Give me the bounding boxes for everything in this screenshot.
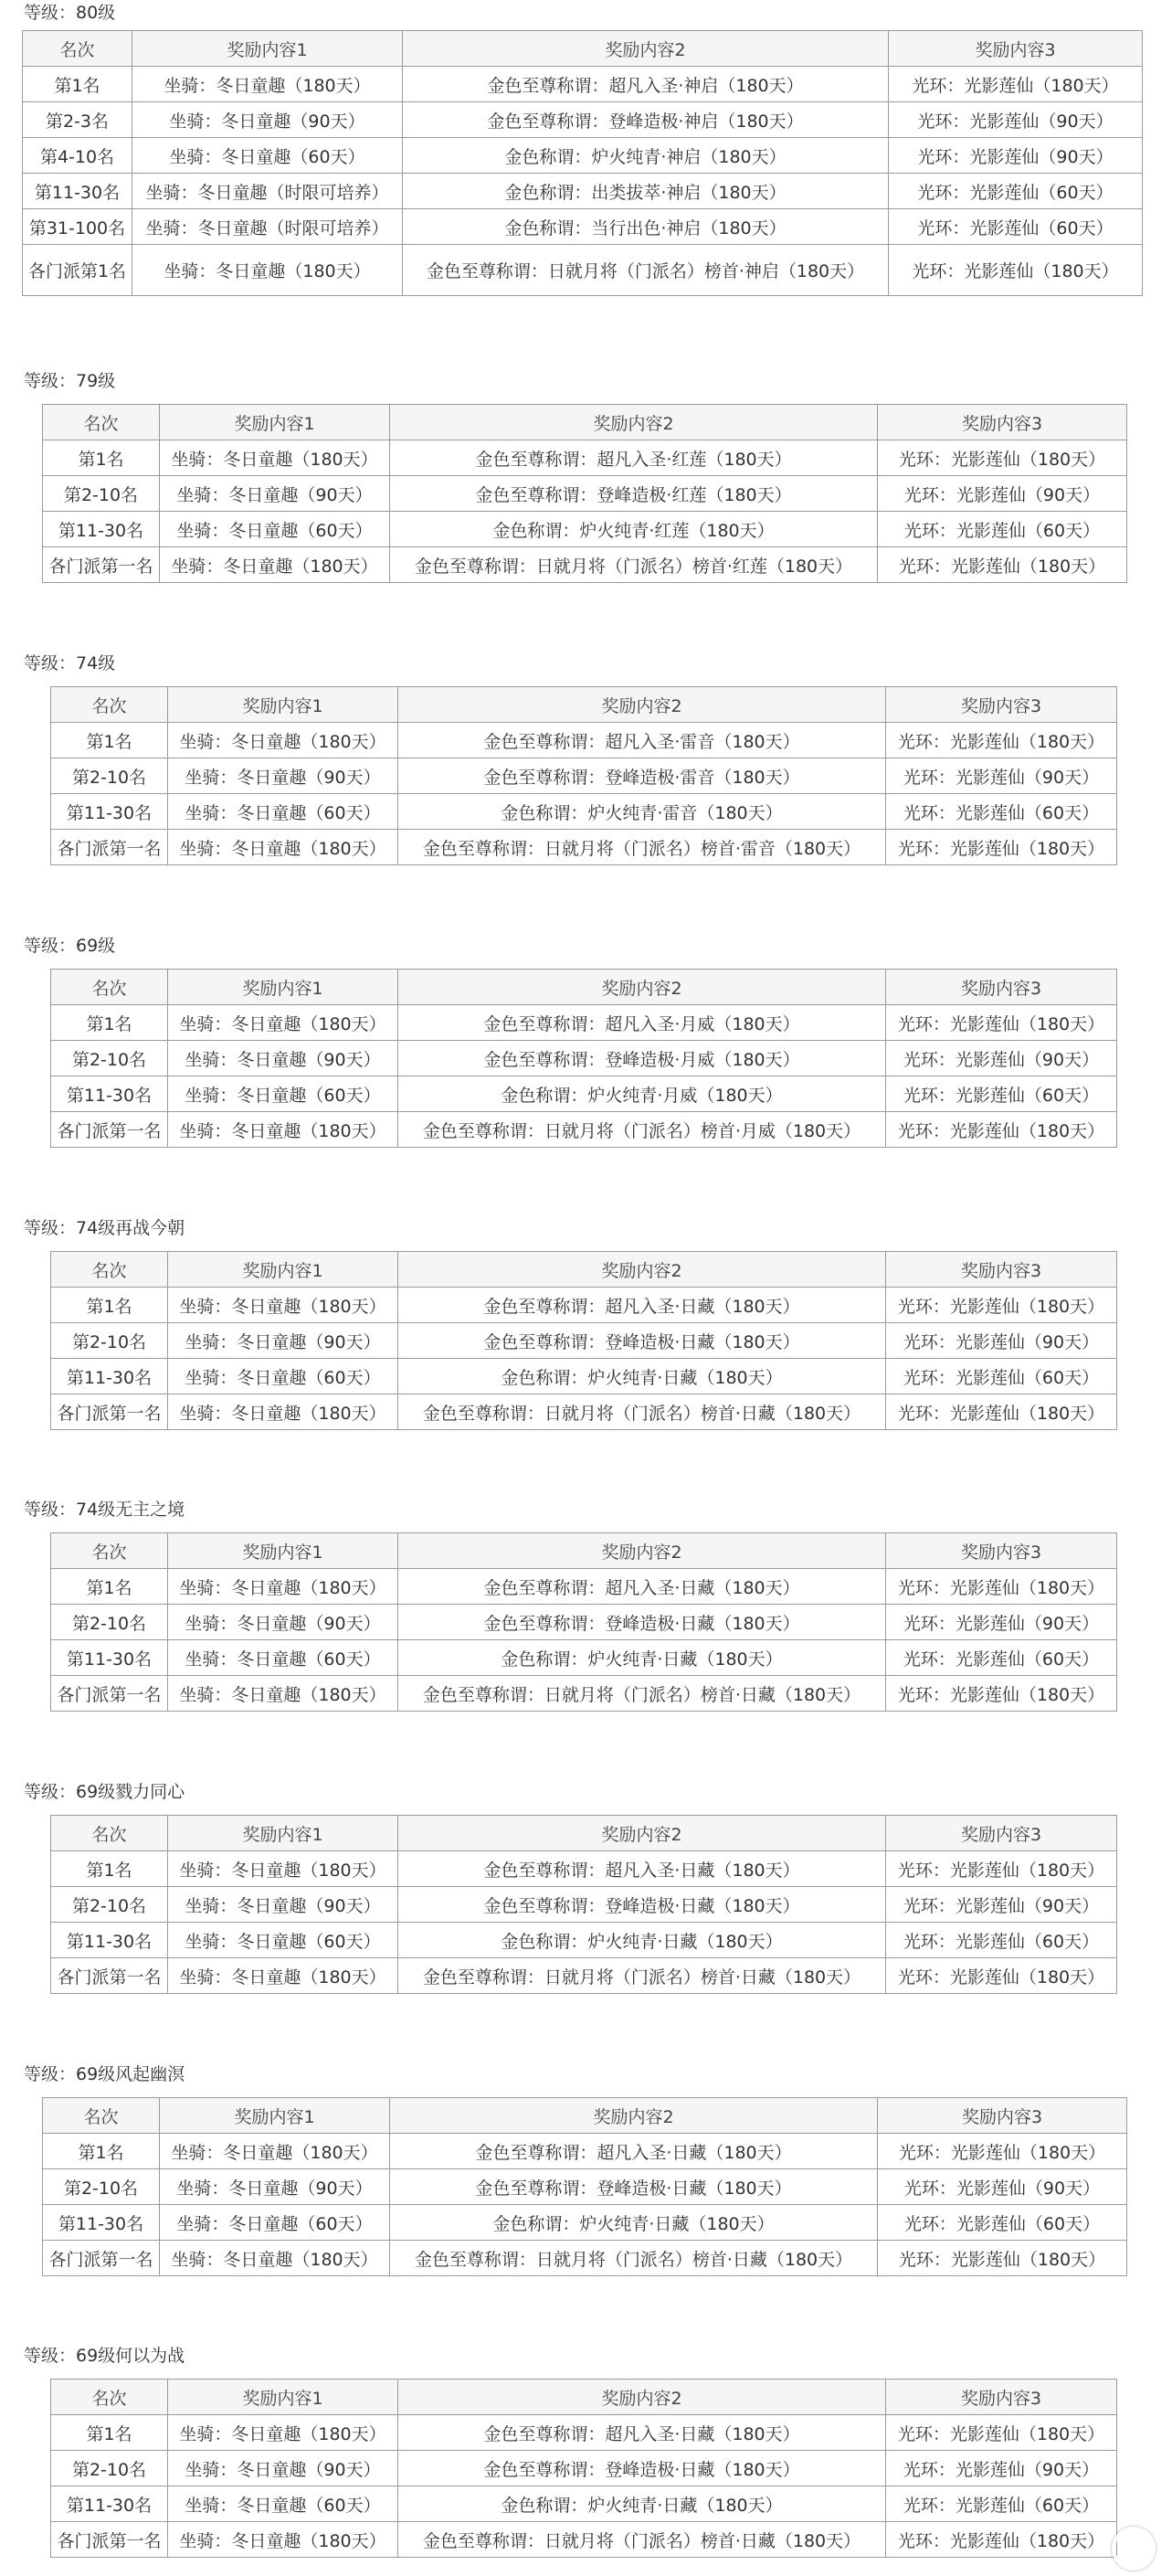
column-header-reward1: 奖励内容1 (168, 1252, 398, 1288)
table-row (23, 138, 1143, 174)
table-row (43, 547, 1127, 583)
table-row (51, 1923, 1117, 1958)
cell-reward1: 坐骑：冬日童趣（180天） (168, 1958, 398, 1994)
table-row (51, 794, 1117, 830)
cell-reward1: 坐骑：冬日童趣（时限可培养） (132, 209, 403, 245)
cell-rank: 第1名 (51, 2415, 168, 2451)
cell-reward1: 坐骑：冬日童趣（90天） (168, 1605, 398, 1640)
table-row (51, 723, 1117, 758)
cell-rank: 第11-30名 (51, 794, 168, 830)
column-header-reward2: 奖励内容2 (398, 687, 886, 723)
column-header-reward1: 奖励内容1 (160, 405, 390, 440)
cell-reward3: 光环：光影莲仙（180天） (878, 2241, 1127, 2276)
column-header-rank: 名次 (43, 405, 160, 440)
table-header-row (51, 687, 1117, 723)
cell-reward3: 光环：光影莲仙（60天） (886, 2486, 1117, 2522)
cell-reward1: 坐骑：冬日童趣（90天） (168, 1887, 398, 1923)
column-header-reward3: 奖励内容3 (886, 2380, 1117, 2415)
cell-rank: 第11-30名 (43, 512, 160, 547)
column-header-rank: 名次 (51, 687, 168, 723)
cell-reward2: 金色称谓：炉火纯青·日藏（180天） (398, 1640, 886, 1676)
cell-reward1: 坐骑：冬日童趣（90天） (168, 758, 398, 794)
cell-rank: 第1名 (51, 1005, 168, 1041)
column-header-reward3: 奖励内容3 (886, 1252, 1117, 1288)
cell-reward1: 坐骑：冬日童趣（180天） (168, 1394, 398, 1430)
cell-reward2: 金色至尊称谓：登峰造极·日藏（180天） (398, 1887, 886, 1923)
table-row (51, 830, 1117, 865)
cell-rank: 各门派第一名 (51, 1112, 168, 1148)
cell-reward1: 坐骑：冬日童趣（60天） (160, 2205, 390, 2241)
cell-reward3: 光环：光影莲仙（90天） (889, 102, 1143, 138)
cell-reward3: 光环：光影莲仙（180天） (878, 547, 1127, 583)
cell-reward1: 坐骑：冬日童趣（180天） (160, 547, 390, 583)
cell-reward1: 坐骑：冬日童趣（180天） (168, 1288, 398, 1323)
watermark-circle-icon (1112, 2527, 1156, 2571)
reward-table (42, 404, 1127, 583)
cell-rank: 第2-10名 (51, 1605, 168, 1640)
cell-rank: 第11-30名 (51, 1640, 168, 1676)
cell-rank: 第11-30名 (51, 1923, 168, 1958)
cell-reward1: 坐骑：冬日童趣（60天） (168, 1923, 398, 1958)
level-title: 等级：79级 (24, 371, 116, 391)
table-row (23, 174, 1143, 209)
table-row (43, 2241, 1127, 2276)
table-row (51, 1569, 1117, 1605)
table-header-row (43, 2098, 1127, 2134)
cell-reward3: 光环：光影莲仙（60天） (886, 1076, 1117, 1112)
column-header-reward1: 奖励内容1 (168, 1533, 398, 1569)
cell-reward2: 金色称谓：炉火纯青·日藏（180天） (398, 1923, 886, 1958)
cell-reward2: 金色至尊称谓：日就月将（门派名）榜首·月威（180天） (398, 1112, 886, 1148)
cell-reward2: 金色至尊称谓：日就月将（门派名）榜首·神启（180天） (403, 245, 889, 296)
table-row (23, 245, 1143, 296)
cell-reward3: 光环：光影莲仙（180天） (889, 67, 1143, 102)
cell-reward3: 光环：光影莲仙（180天） (886, 830, 1117, 865)
column-header-reward2: 奖励内容2 (390, 2098, 878, 2134)
cell-reward3: 光环：光影莲仙（180天） (886, 2415, 1117, 2451)
cell-rank: 各门派第1名 (23, 245, 132, 296)
cell-reward2: 金色至尊称谓：登峰造极·日藏（180天） (398, 1323, 886, 1359)
table-row (51, 1076, 1117, 1112)
column-header-reward2: 奖励内容2 (398, 2380, 886, 2415)
cell-reward3: 光环：光影莲仙（90天） (886, 2451, 1117, 2486)
column-header-reward2: 奖励内容2 (398, 1252, 886, 1288)
cell-reward1: 坐骑：冬日童趣（180天） (168, 830, 398, 865)
cell-reward3: 光环：光影莲仙（60天） (889, 174, 1143, 209)
cell-rank: 第2-10名 (51, 1323, 168, 1359)
cell-rank: 各门派第一名 (43, 547, 160, 583)
reward-table (50, 1532, 1117, 1712)
column-header-rank: 名次 (43, 2098, 160, 2134)
cell-rank: 第2-10名 (51, 758, 168, 794)
cell-reward3: 光环：光影莲仙（60天） (886, 1640, 1117, 1676)
cell-rank: 第2-10名 (51, 1041, 168, 1076)
cell-reward3: 光环：光影莲仙（180天） (886, 1569, 1117, 1605)
level-title: 等级：69级何以为战 (24, 2346, 185, 2366)
column-header-rank: 名次 (51, 2380, 168, 2415)
table-row (51, 1323, 1117, 1359)
cell-reward3: 光环：光影莲仙（180天） (886, 1394, 1117, 1430)
column-header-reward2: 奖励内容2 (398, 1533, 886, 1569)
reward-table (50, 2379, 1117, 2558)
cell-reward2: 金色称谓：炉火纯青·雷音（180天） (398, 794, 886, 830)
cell-reward3: 光环：光影莲仙（90天） (886, 1323, 1117, 1359)
reward-table (50, 969, 1117, 1148)
cell-reward2: 金色至尊称谓：日就月将（门派名）榜首·雷音（180天） (398, 830, 886, 865)
cell-reward1: 坐骑：冬日童趣（60天） (168, 1640, 398, 1676)
column-header-reward3: 奖励内容3 (878, 405, 1127, 440)
table-row (51, 1288, 1117, 1323)
cell-reward2: 金色至尊称谓：超凡入圣·雷音（180天） (398, 723, 886, 758)
cell-reward2: 金色至尊称谓：超凡入圣·神启（180天） (403, 67, 889, 102)
cell-rank: 第1名 (51, 1851, 168, 1887)
cell-reward2: 金色至尊称谓：超凡入圣·日藏（180天） (398, 2415, 886, 2451)
reward-table (50, 1815, 1117, 1994)
cell-reward3: 光环：光影莲仙（180天） (886, 1676, 1117, 1712)
table-row (51, 2522, 1117, 2558)
cell-rank: 第1名 (51, 1288, 168, 1323)
column-header-reward3: 奖励内容3 (886, 687, 1117, 723)
table-row (51, 758, 1117, 794)
reward-table (50, 1251, 1117, 1430)
cell-reward2: 金色称谓：炉火纯青·神启（180天） (403, 138, 889, 174)
level-title: 等级：80级 (24, 3, 116, 23)
cell-reward2: 金色至尊称谓：日就月将（门派名）榜首·日藏（180天） (398, 1958, 886, 1994)
cell-reward3: 光环：光影莲仙（90天） (889, 138, 1143, 174)
cell-reward3: 光环：光影莲仙（60天） (886, 794, 1117, 830)
column-header-reward1: 奖励内容1 (168, 687, 398, 723)
cell-reward1: 坐骑：冬日童趣（60天） (168, 1076, 398, 1112)
column-header-reward3: 奖励内容3 (878, 2098, 1127, 2134)
table-header-row (51, 1252, 1117, 1288)
table-header-row (43, 405, 1127, 440)
cell-reward1: 坐骑：冬日童趣（180天） (160, 2134, 390, 2169)
column-header-reward3: 奖励内容3 (886, 1533, 1117, 1569)
cell-reward2: 金色称谓：出类拔萃·神启（180天） (403, 174, 889, 209)
table-header-row (51, 1533, 1117, 1569)
table-row (23, 102, 1143, 138)
cell-reward2: 金色称谓：炉火纯青·红莲（180天） (390, 512, 878, 547)
cell-reward3: 光环：光影莲仙（180天） (886, 2522, 1117, 2558)
table-row (51, 1005, 1117, 1041)
cell-reward2: 金色至尊称谓：登峰造极·神启（180天） (403, 102, 889, 138)
cell-reward3: 光环：光影莲仙（90天） (886, 758, 1117, 794)
table-row (23, 67, 1143, 102)
cell-rank: 第11-30名 (43, 2205, 160, 2241)
cell-reward3: 光环：光影莲仙（60天） (886, 1359, 1117, 1394)
table-row (43, 440, 1127, 476)
column-header-reward2: 奖励内容2 (398, 970, 886, 1005)
level-title: 等级：69级 (24, 936, 116, 956)
cell-reward1: 坐骑：冬日童趣（90天） (160, 476, 390, 512)
column-header-reward1: 奖励内容1 (168, 1816, 398, 1851)
cell-reward1: 坐骑：冬日童趣（180天） (168, 1005, 398, 1041)
cell-reward3: 光环：光影莲仙（60天） (878, 2205, 1127, 2241)
cell-reward2: 金色称谓：炉火纯青·日藏（180天） (398, 2486, 886, 2522)
cell-rank: 第2-10名 (51, 1887, 168, 1923)
cell-reward2: 金色称谓：炉火纯青·日藏（180天） (390, 2205, 878, 2241)
table-row (51, 1958, 1117, 1994)
cell-reward3: 光环：光影莲仙（180天） (878, 2134, 1127, 2169)
column-header-rank: 名次 (51, 1533, 168, 1569)
column-header-rank: 名次 (51, 1252, 168, 1288)
table-row (43, 476, 1127, 512)
table-row (51, 2415, 1117, 2451)
table-row (23, 209, 1143, 245)
cell-reward3: 光环：光影莲仙（180天） (878, 440, 1127, 476)
reward-table (50, 686, 1117, 865)
cell-reward2: 金色至尊称谓：登峰造极·日藏（180天） (398, 1605, 886, 1640)
cell-reward3: 光环：光影莲仙（60天） (878, 512, 1127, 547)
cell-reward2: 金色至尊称谓：登峰造极·日藏（180天） (398, 2451, 886, 2486)
cell-reward2: 金色至尊称谓：超凡入圣·红莲（180天） (390, 440, 878, 476)
cell-rank: 第4-10名 (23, 138, 132, 174)
watermark-logo (1106, 2527, 1161, 2571)
cell-reward2: 金色至尊称谓：日就月将（门派名）榜首·日藏（180天） (390, 2241, 878, 2276)
cell-reward2: 金色至尊称谓：超凡入圣·日藏（180天） (390, 2134, 878, 2169)
table-row (43, 512, 1127, 547)
cell-rank: 第11-30名 (23, 174, 132, 209)
cell-reward3: 光环：光影莲仙（90天） (878, 476, 1127, 512)
table-row (43, 2205, 1127, 2241)
cell-rank: 各门派第一名 (51, 1676, 168, 1712)
table-row (43, 2134, 1127, 2169)
cell-reward1: 坐骑：冬日童趣（180天） (168, 2415, 398, 2451)
level-title: 等级：74级 (24, 653, 116, 673)
table-row (51, 1359, 1117, 1394)
column-header-reward2: 奖励内容2 (390, 405, 878, 440)
cell-reward3: 光环：光影莲仙（180天） (886, 1958, 1117, 1994)
cell-reward2: 金色至尊称谓：日就月将（门派名）榜首·日藏（180天） (398, 1394, 886, 1430)
cell-reward1: 坐骑：冬日童趣（90天） (168, 2451, 398, 2486)
cell-reward3: 光环：光影莲仙（180天） (886, 723, 1117, 758)
cell-reward3: 光环：光影莲仙（60天） (889, 209, 1143, 245)
cell-reward2: 金色至尊称谓：登峰造极·雷音（180天） (398, 758, 886, 794)
cell-reward2: 金色至尊称谓：超凡入圣·月威（180天） (398, 1005, 886, 1041)
cell-rank: 各门派第一名 (43, 2241, 160, 2276)
cell-reward1: 坐骑：冬日童趣（180天） (160, 440, 390, 476)
cell-reward3: 光环：光影莲仙（180天） (886, 1005, 1117, 1041)
cell-rank: 第11-30名 (51, 1076, 168, 1112)
table-row (51, 2486, 1117, 2522)
column-header-reward3: 奖励内容3 (886, 1816, 1117, 1851)
cell-reward1: 坐骑：冬日童趣（180天） (168, 723, 398, 758)
cell-reward1: 坐骑：冬日童趣（60天） (132, 138, 403, 174)
cell-reward1: 坐骑：冬日童趣（180天） (132, 245, 403, 296)
cell-rank: 第2-3名 (23, 102, 132, 138)
column-header-reward1: 奖励内容1 (168, 2380, 398, 2415)
reward-table (42, 2097, 1127, 2276)
cell-rank: 第1名 (51, 723, 168, 758)
cell-reward2: 金色至尊称谓：登峰造极·月威（180天） (398, 1041, 886, 1076)
cell-rank: 第2-10名 (43, 476, 160, 512)
cell-reward1: 坐骑：冬日童趣（90天） (168, 1323, 398, 1359)
table-header-row (51, 2380, 1117, 2415)
column-header-reward3: 奖励内容3 (886, 970, 1117, 1005)
cell-reward3: 光环：光影莲仙（180天） (886, 1288, 1117, 1323)
table-row (51, 1394, 1117, 1430)
cell-reward2: 金色至尊称谓：日就月将（门派名）榜首·红莲（180天） (390, 547, 878, 583)
table-row (51, 1640, 1117, 1676)
cell-rank: 第2-10名 (51, 2451, 168, 2486)
cell-reward1: 坐骑：冬日童趣（180天） (168, 2522, 398, 2558)
cell-reward3: 光环：光影莲仙（180天） (889, 245, 1143, 296)
cell-reward1: 坐骑：冬日童趣（时限可培养） (132, 174, 403, 209)
cell-reward1: 坐骑：冬日童趣（90天） (132, 102, 403, 138)
table-row (51, 1851, 1117, 1887)
cell-reward3: 光环：光影莲仙（60天） (886, 1923, 1117, 1958)
level-title: 等级：74级无主之境 (24, 1500, 185, 1520)
table-row (51, 1676, 1117, 1712)
cell-reward1: 坐骑：冬日童趣（60天） (168, 794, 398, 830)
cell-reward2: 金色至尊称谓：超凡入圣·日藏（180天） (398, 1569, 886, 1605)
cell-rank: 各门派第一名 (51, 830, 168, 865)
column-header-reward2: 奖励内容2 (403, 31, 889, 67)
cell-rank: 第1名 (23, 67, 132, 102)
cell-reward2: 金色至尊称谓：登峰造极·红莲（180天） (390, 476, 878, 512)
table-row (43, 2169, 1127, 2205)
cell-reward2: 金色至尊称谓：超凡入圣·日藏（180天） (398, 1851, 886, 1887)
table-header-row (23, 31, 1143, 67)
table-row (51, 1041, 1117, 1076)
cell-rank: 第2-10名 (43, 2169, 160, 2205)
cell-reward3: 光环：光影莲仙（90天） (886, 1605, 1117, 1640)
cell-reward3: 光环：光影莲仙（180天） (886, 1851, 1117, 1887)
column-header-reward2: 奖励内容2 (398, 1816, 886, 1851)
cell-reward1: 坐骑：冬日童趣（180天） (168, 1676, 398, 1712)
cell-reward2: 金色至尊称谓：日就月将（门派名）榜首·日藏（180天） (398, 2522, 886, 2558)
cell-rank: 各门派第一名 (51, 1958, 168, 1994)
cell-reward1: 坐骑：冬日童趣（180天） (160, 2241, 390, 2276)
cell-reward1: 坐骑：冬日童趣（60天） (160, 512, 390, 547)
table-row (51, 1605, 1117, 1640)
cell-reward2: 金色称谓：炉火纯青·日藏（180天） (398, 1359, 886, 1394)
table-header-row (51, 1816, 1117, 1851)
table-row (51, 1887, 1117, 1923)
cell-reward1: 坐骑：冬日童趣（90天） (168, 1041, 398, 1076)
column-header-rank: 名次 (51, 1816, 168, 1851)
column-header-rank: 名次 (51, 970, 168, 1005)
table-header-row (51, 970, 1117, 1005)
column-header-reward1: 奖励内容1 (132, 31, 403, 67)
level-title: 等级：69级风起幽溟 (24, 2064, 185, 2084)
cell-rank: 第31-100名 (23, 209, 132, 245)
cell-rank: 第1名 (43, 440, 160, 476)
column-header-reward1: 奖励内容1 (168, 970, 398, 1005)
cell-rank: 各门派第一名 (51, 2522, 168, 2558)
cell-reward3: 光环：光影莲仙（90天） (886, 1887, 1117, 1923)
cell-reward2: 金色称谓：当行出色·神启（180天） (403, 209, 889, 245)
cell-reward3: 光环：光影莲仙（90天） (878, 2169, 1127, 2205)
cell-reward3: 光环：光影莲仙（180天） (886, 1112, 1117, 1148)
cell-reward1: 坐骑：冬日童趣（60天） (168, 1359, 398, 1394)
cell-reward2: 金色至尊称谓：登峰造极·日藏（180天） (390, 2169, 878, 2205)
cell-rank: 各门派第一名 (51, 1394, 168, 1430)
cell-reward1: 坐骑：冬日童趣（180天） (168, 1112, 398, 1148)
cell-reward2: 金色称谓：炉火纯青·月威（180天） (398, 1076, 886, 1112)
cell-reward2: 金色至尊称谓：日就月将（门派名）榜首·日藏（180天） (398, 1676, 886, 1712)
level-title: 等级：74级再战今朝 (24, 1218, 185, 1238)
cell-reward1: 坐骑：冬日童趣（60天） (168, 2486, 398, 2522)
column-header-rank: 名次 (23, 31, 132, 67)
column-header-reward1: 奖励内容1 (160, 2098, 390, 2134)
reward-table (22, 30, 1143, 296)
table-row (51, 1112, 1117, 1148)
cell-rank: 第11-30名 (51, 1359, 168, 1394)
level-title: 等级：69级戮力同心 (24, 1782, 185, 1802)
cell-reward2: 金色至尊称谓：超凡入圣·日藏（180天） (398, 1288, 886, 1323)
cell-rank: 第11-30名 (51, 2486, 168, 2522)
cell-reward1: 坐骑：冬日童趣（180天） (168, 1569, 398, 1605)
cell-reward3: 光环：光影莲仙（90天） (886, 1041, 1117, 1076)
cell-reward1: 坐骑：冬日童趣（90天） (160, 2169, 390, 2205)
cell-rank: 第1名 (51, 1569, 168, 1605)
cell-reward1: 坐骑：冬日童趣（180天） (168, 1851, 398, 1887)
cell-reward1: 坐骑：冬日童趣（180天） (132, 67, 403, 102)
column-header-reward3: 奖励内容3 (889, 31, 1143, 67)
table-row (51, 2451, 1117, 2486)
cell-rank: 第1名 (43, 2134, 160, 2169)
